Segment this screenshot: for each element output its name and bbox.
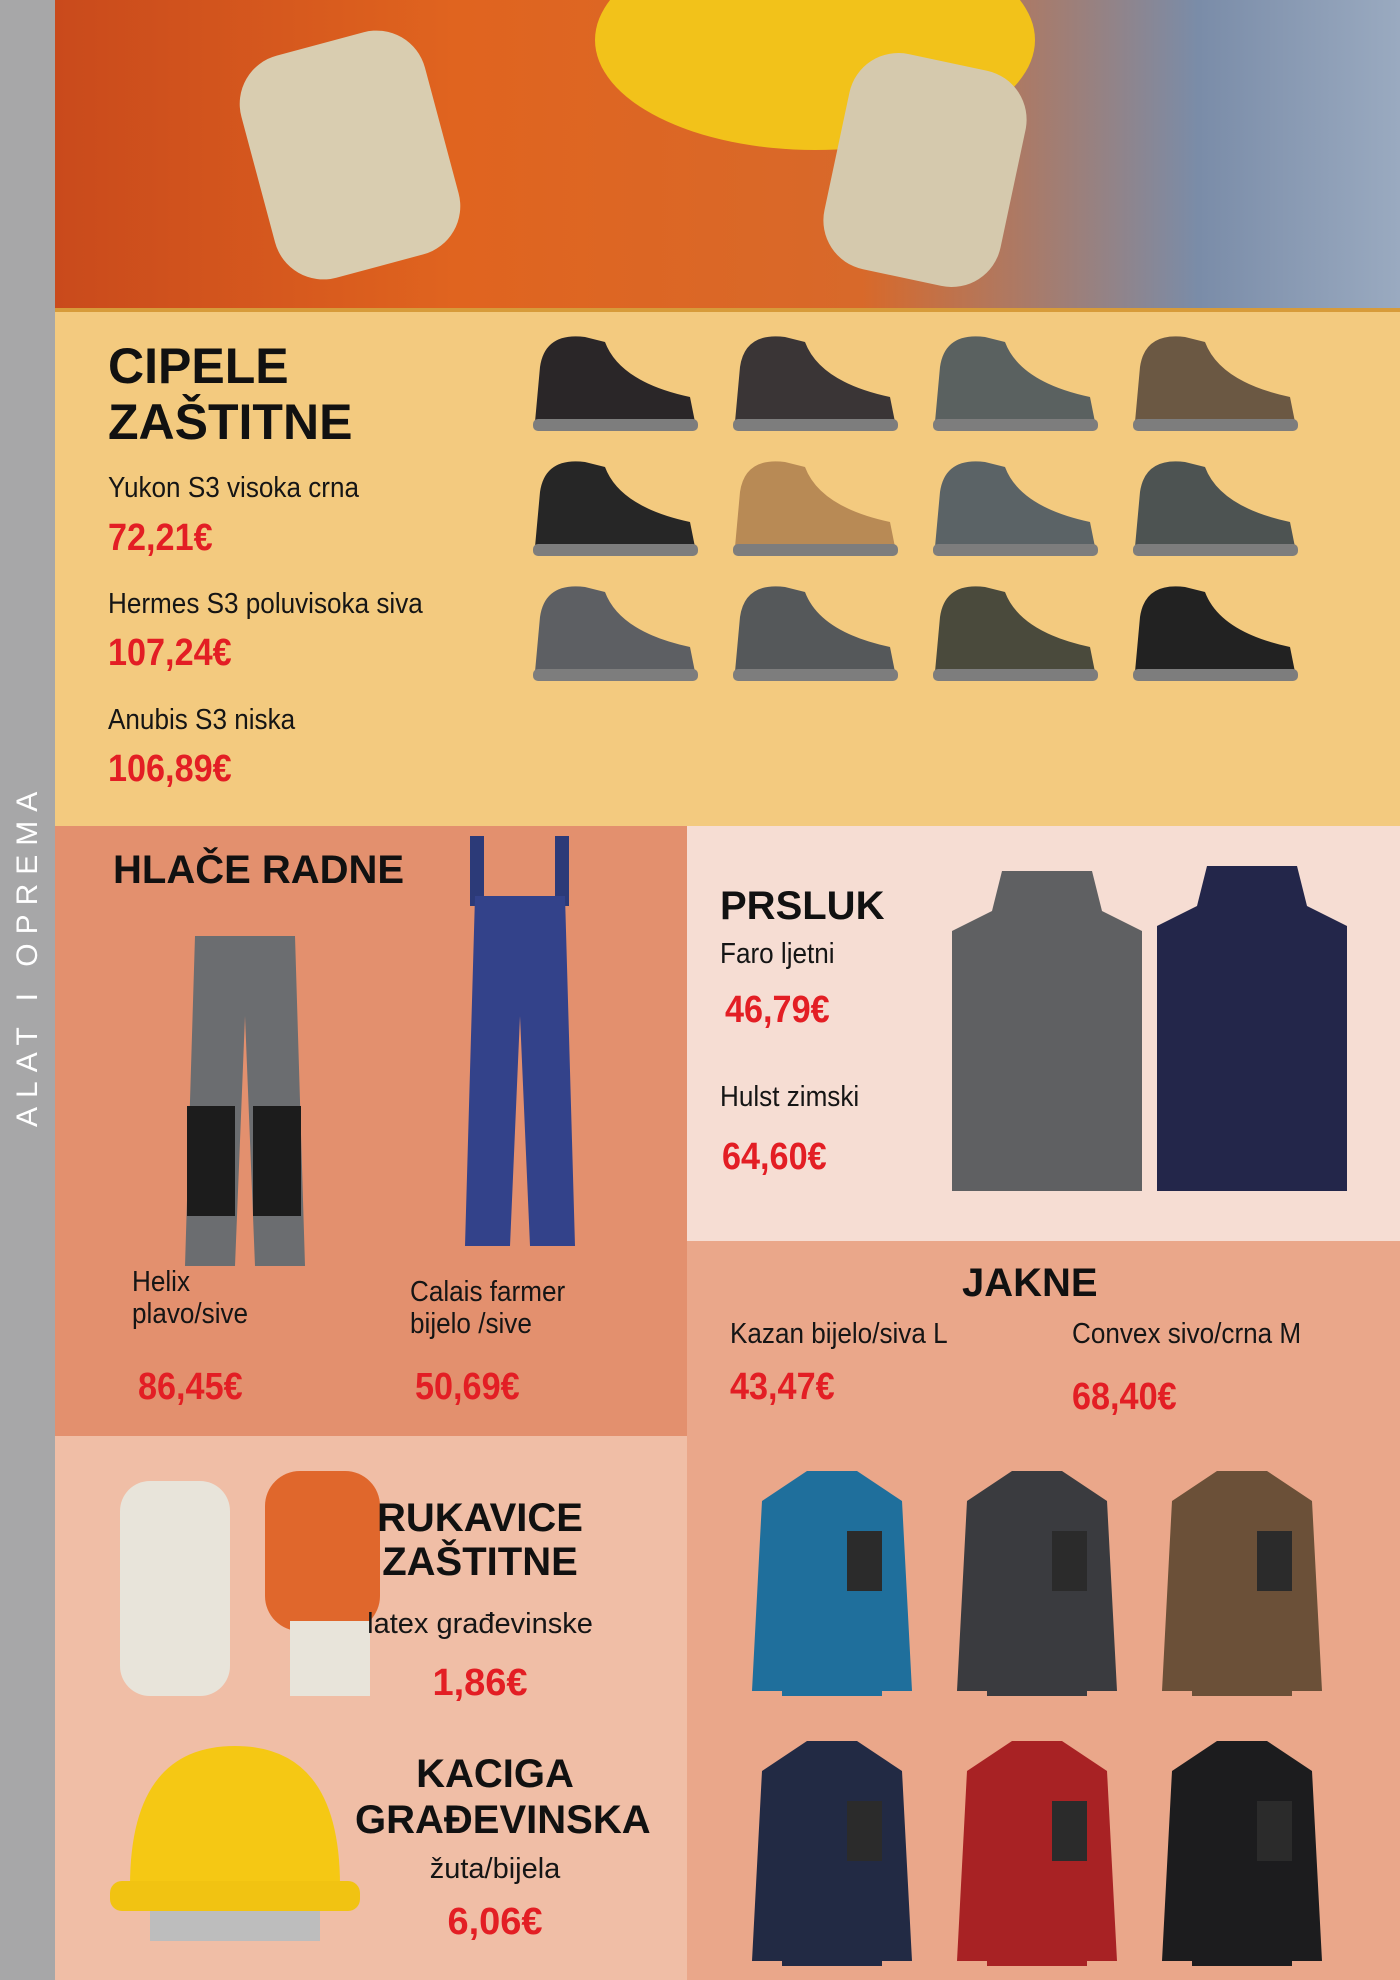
section-safety-shoes <box>55 312 1400 826</box>
product-name: latex građevinske <box>367 1608 593 1640</box>
name-line: Helix <box>132 1266 191 1298</box>
product-price: 1,86€ <box>432 1662 528 1704</box>
product-price: 46,79€ <box>725 989 830 1031</box>
shoe-image <box>725 327 900 437</box>
shoe-image <box>525 577 700 687</box>
product-price: 64,60€ <box>722 1136 827 1178</box>
section-title <box>345 1496 615 1584</box>
trousers-image <box>175 936 315 1266</box>
shoe-image <box>925 327 1100 437</box>
product-name: žuta/bijela <box>429 1853 561 1885</box>
section-jackets <box>687 1241 1400 1980</box>
product-price: 86,45€ <box>138 1366 243 1408</box>
product-price: 106,89€ <box>108 748 232 790</box>
product-name <box>410 1276 565 1340</box>
shoe-image <box>1125 327 1300 437</box>
title-line: GRAĐEVINSKA <box>355 1798 651 1842</box>
product-price: 50,69€ <box>415 1366 520 1408</box>
title-line: ZAŠTITNE <box>108 394 353 450</box>
shoe-image <box>1125 577 1300 687</box>
overalls-image <box>455 836 585 1256</box>
jacket-image <box>957 1741 1117 1971</box>
vest-navy-image <box>1157 866 1347 1201</box>
product-price: 6,06€ <box>447 1901 543 1943</box>
product-price: 68,40€ <box>1072 1376 1177 1418</box>
product-price: 72,21€ <box>108 517 213 559</box>
title-line: ZAŠTITNE <box>382 1540 578 1584</box>
shoe-image <box>525 452 700 562</box>
product-price: 107,24€ <box>108 632 232 674</box>
section-gloves-helmet <box>55 1436 687 1980</box>
title-line: RUKAVICE <box>377 1496 583 1540</box>
product-name: Hulst zimski <box>720 1081 860 1113</box>
jacket-image <box>957 1471 1117 1701</box>
product-price: 43,47€ <box>730 1366 835 1408</box>
title-line: KACIGA <box>416 1752 574 1796</box>
product-name: Anubis S3 niska <box>108 704 296 736</box>
name-line: plavo/sive <box>132 1298 249 1330</box>
product-name: Faro ljetni <box>720 938 835 970</box>
section-title <box>355 1751 651 1843</box>
product-name: Yukon S3 visoka crna <box>108 472 360 504</box>
section-work-trousers <box>55 826 687 1436</box>
name-line: Calais farmer <box>410 1276 566 1308</box>
shoe-image <box>1125 452 1300 562</box>
name-line: bijelo /sive <box>410 1308 532 1340</box>
title-line: CIPELE <box>108 338 289 394</box>
shoe-image <box>525 327 700 437</box>
jacket-image <box>1162 1741 1322 1971</box>
vest-grey-image <box>952 871 1142 1201</box>
section-title: PRSLUK <box>720 884 885 928</box>
product-name: Kazan bijelo/siva L <box>730 1318 948 1350</box>
shoe-image <box>725 452 900 562</box>
helmet-image <box>110 1736 360 1946</box>
jacket-image <box>752 1741 912 1971</box>
shoe-image <box>925 577 1100 687</box>
jacket-image <box>752 1471 912 1701</box>
hero-illustration <box>55 0 1400 310</box>
hero-image-worker-helmet <box>55 0 1400 310</box>
section-title: JAKNE <box>962 1261 1098 1305</box>
product-name: Convex sivo/crna M <box>1072 1318 1302 1350</box>
product-name <box>132 1266 248 1330</box>
shoe-image <box>925 452 1100 562</box>
product-name: Hermes S3 poluvisoka siva <box>108 588 423 620</box>
section-vests <box>687 826 1400 1241</box>
category-label: ALAT I OPREMA <box>11 782 44 1127</box>
shoe-image <box>725 577 900 687</box>
section-title <box>108 338 352 450</box>
jacket-image <box>1162 1471 1322 1701</box>
section-title: HLAČE RADNE <box>113 848 405 892</box>
